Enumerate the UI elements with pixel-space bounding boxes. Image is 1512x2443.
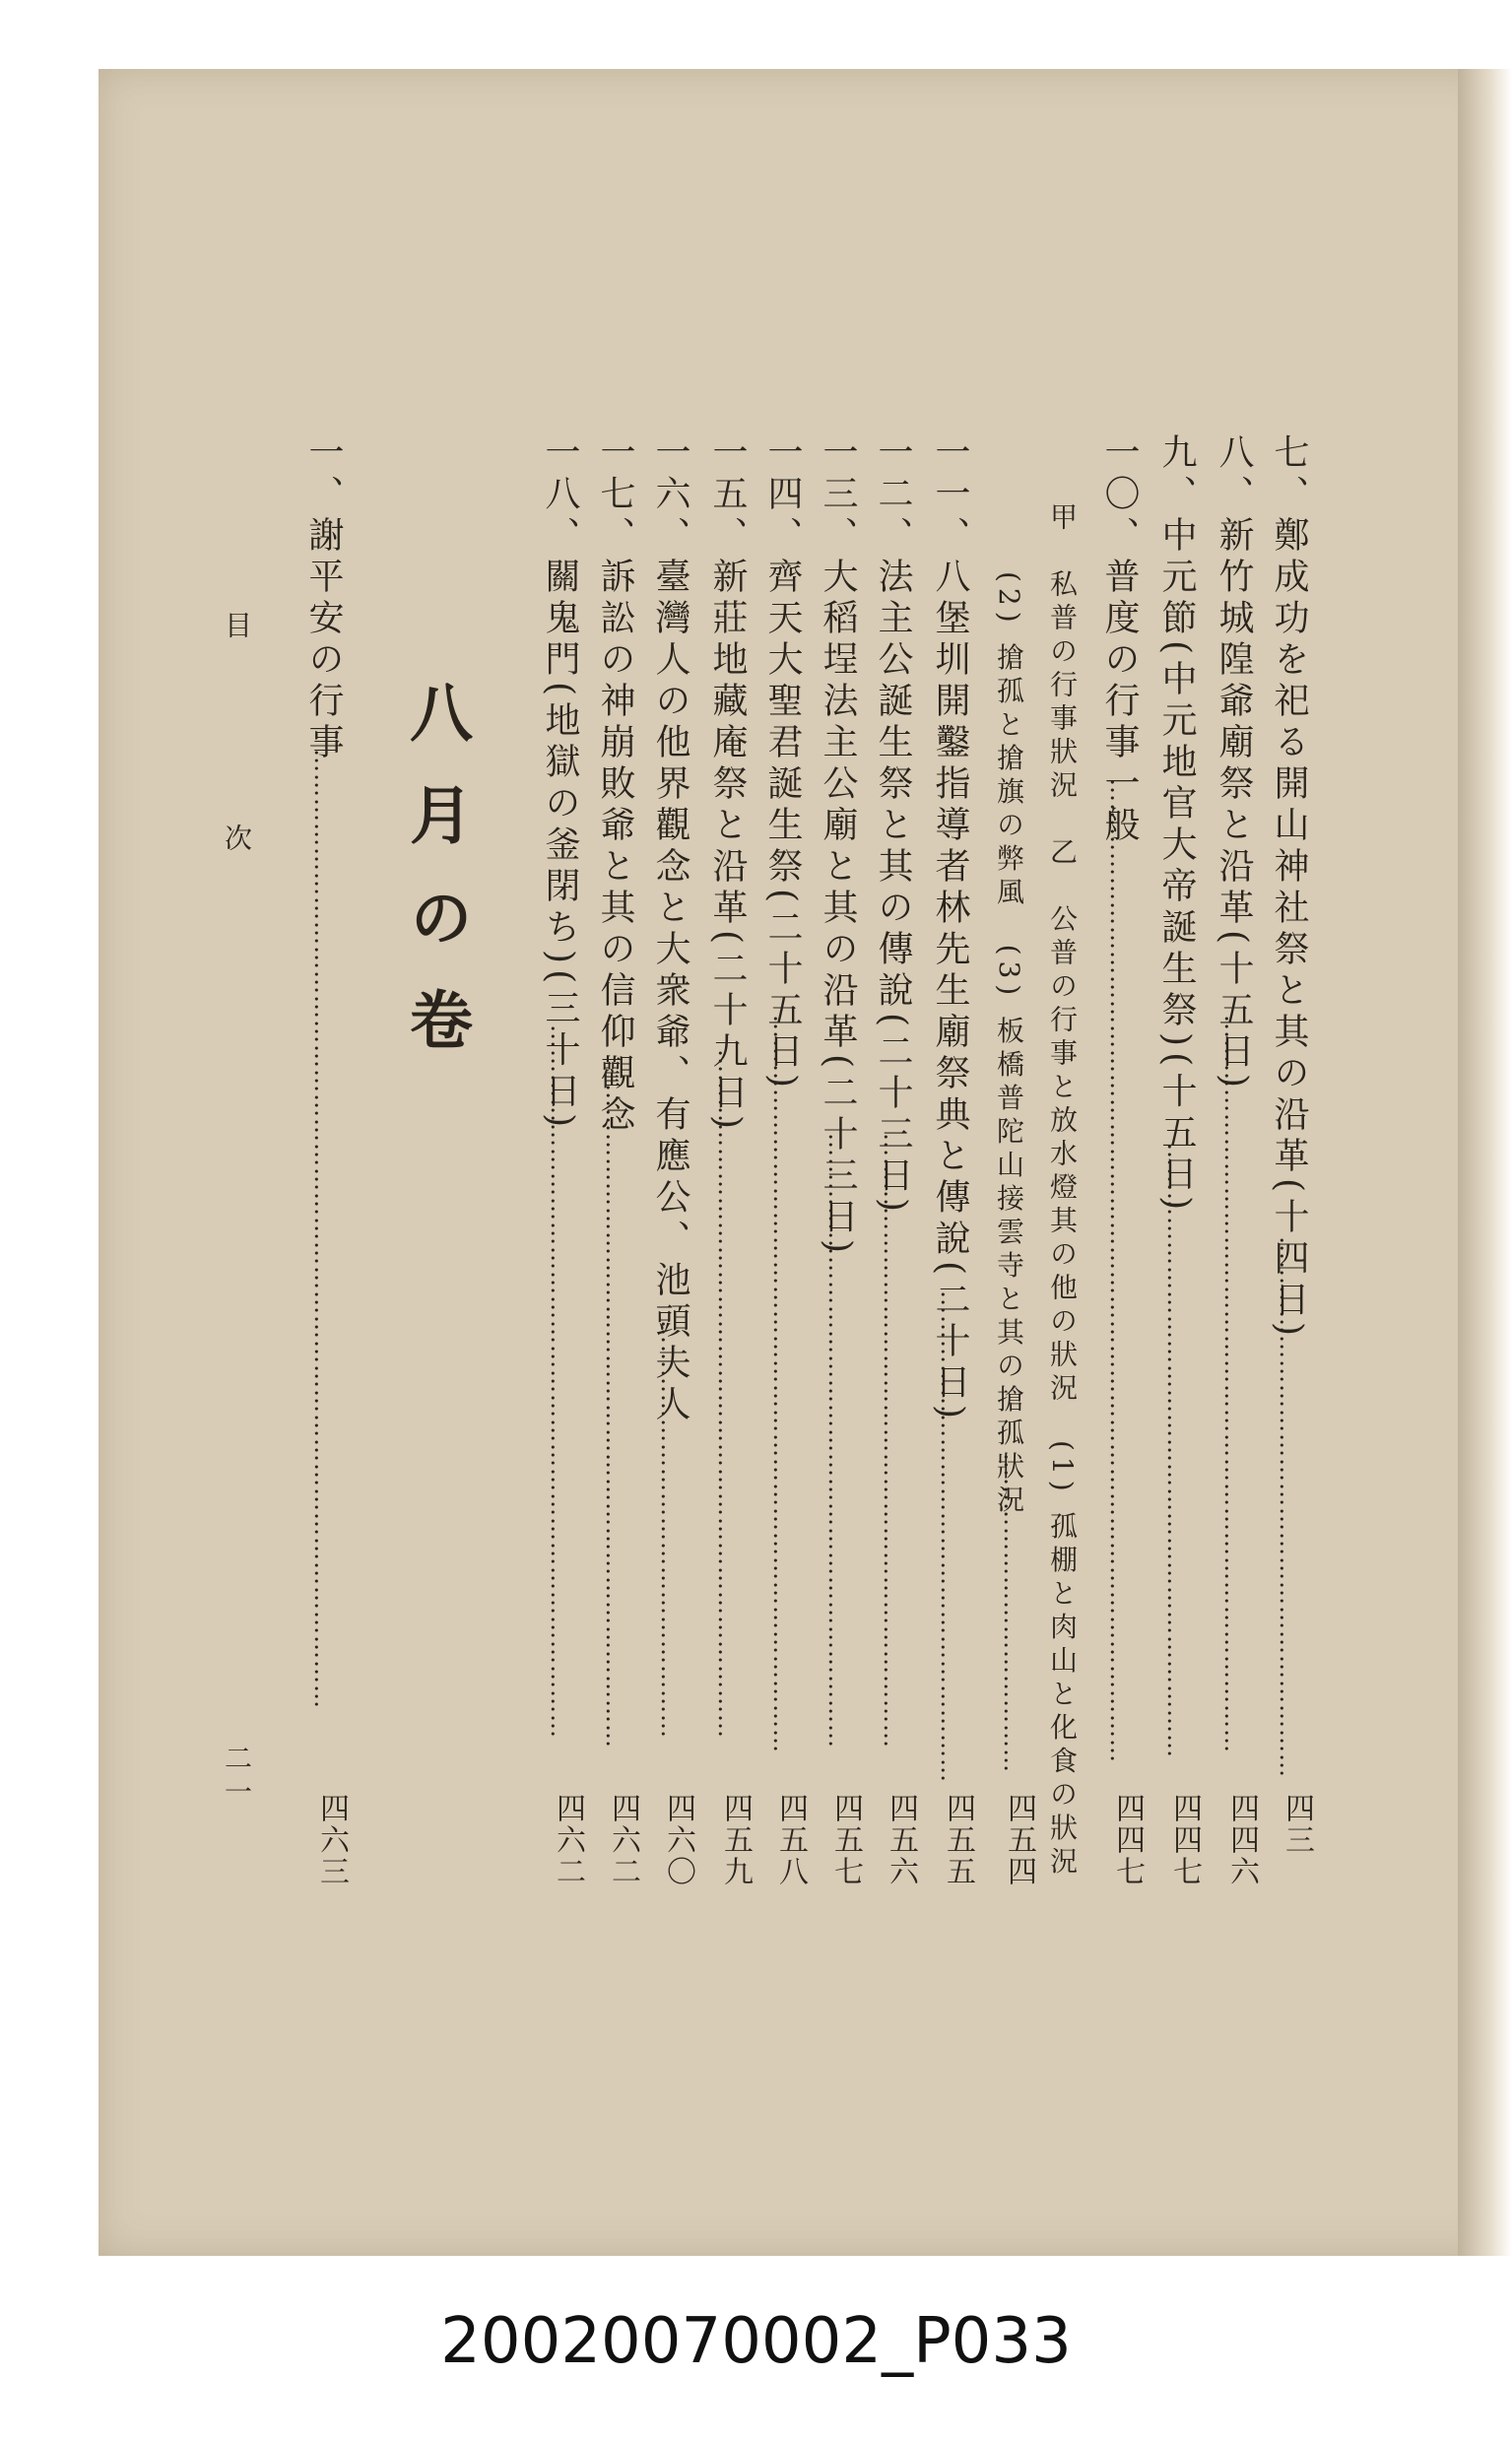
dot-leader: …………………………………………………………………: [1162, 1143, 1190, 1758]
entry-number: 七、: [1269, 433, 1309, 516]
page-number: 四六二: [606, 1793, 640, 1887]
entry-title: 齊天大聖君誕生祭(二十五日): [762, 558, 803, 1094]
page-number: 四五八: [773, 1793, 808, 1887]
toc-entry: [762, 433, 803, 1094]
sub-line: (2) 搶孤と搶旗の弊風 (3) 板橋普陀山接雲寺と其の搶孤狀況: [993, 571, 1025, 1519]
page-number: 四五九: [718, 1793, 753, 1887]
header-page-number: 二一: [221, 1744, 253, 1811]
entry-number: 一四、: [762, 433, 803, 558]
page-number: 四五七: [828, 1793, 863, 1887]
dot-leader: …………………………………………………………………: [879, 1133, 906, 1749]
page-number: 四六二: [551, 1793, 585, 1887]
page-number: 四四七: [1167, 1793, 1202, 1887]
entry-number: 九、: [1156, 433, 1197, 516]
dot-leader: …………………………………………………………………………………………………………: [1105, 778, 1133, 1763]
page-number: 四六〇: [661, 1793, 695, 1887]
entry-number: 一一、: [930, 433, 970, 558]
toc-entry: [1269, 433, 1309, 1343]
entry-number: 一七、: [595, 433, 635, 558]
toc-entry: [303, 433, 344, 764]
page-number: 四五六: [884, 1793, 918, 1887]
toc-entry: [1156, 433, 1197, 1217]
entry-number: 八、: [1214, 433, 1254, 516]
toc-entry: [595, 433, 635, 1137]
entry-number: 一八、: [540, 433, 580, 558]
dot-leader: ………………………………………………………………………: [601, 1084, 628, 1749]
entry-number: 一六、: [650, 433, 690, 558]
entry-title: 普度の行事一般: [1099, 558, 1140, 847]
dot-leader: …………………………………………………………: [1275, 1236, 1302, 1778]
section-heading: 八月の卷: [399, 680, 473, 1089]
page-number: 四六三: [314, 1793, 349, 1887]
entry-title: 關鬼門(地獄の釜閉ち)(三十日): [540, 558, 580, 1134]
page-number: 四五四: [1002, 1793, 1036, 1887]
page-number: 四四七: [1110, 1793, 1145, 1887]
entry-title: 新莊地藏庵祭と沿革(二十九日): [707, 558, 748, 1136]
dot-leader: ……………………………………………………: [936, 1290, 963, 1783]
toc-entry: [707, 433, 748, 1136]
sub-line: 甲 私普の行事狀況 乙 公普の行事と放水燈其の他の狀況 (1) 孤棚と肉山と化食の狀況: [1046, 502, 1079, 1881]
dot-leader: …………………………………………………………………………: [713, 1049, 741, 1739]
entry-title: 大稻埕法主公廟と其の沿革(二十三日): [818, 558, 858, 1260]
page-number: 四四六: [1224, 1793, 1259, 1887]
page-number: 四三: [1280, 1793, 1314, 1856]
toc-entry: [930, 433, 970, 1425]
entry-number: 一二、: [873, 433, 913, 558]
page-number: 四五五: [941, 1793, 975, 1887]
entry-title: 八堡圳開鑿指導者林先生廟祭典と傳說(二十日): [930, 558, 970, 1425]
dot-leader: ……………………………………………………………………………: [546, 1024, 573, 1739]
dot-leader: …………………………………: [999, 1453, 1026, 1773]
entry-title: 新竹城隍爺廟祭と沿革(十五日): [1214, 516, 1254, 1094]
entry-title: 鄭成功を祀る開山神社祭と其の沿革(十四日): [1269, 516, 1309, 1343]
toc-entry: [652, 433, 688, 1426]
entry-title: 訴訟の神崩敗爺と其の信仰觀念: [595, 558, 635, 1137]
entry-number: 一三、: [818, 433, 858, 558]
dot-leader: …………………………………………………………………: [823, 1133, 851, 1749]
entry-title: 臺灣人の他界觀念と大衆爺、有應公、池頭夫人: [650, 558, 690, 1426]
dot-leader: ………………………………………………………………………………: [768, 1015, 796, 1753]
entry-number: 一、: [303, 433, 344, 516]
header-label: 目 次: [221, 611, 253, 930]
image-caption: 20020070002_P033: [440, 2305, 1072, 2378]
entry-number: 一〇、: [1099, 433, 1140, 558]
entry-title: 法主公誕生祭と其の傳說(二十三日): [873, 558, 913, 1219]
entry-title: 謝平安の行事: [303, 516, 344, 764]
dot-leader: ……………………………………………: [656, 1320, 684, 1739]
dot-leader: ………………………………………………………………………………: [1219, 1015, 1247, 1753]
dot-leader: ………………………………………………………………………………………………………: [309, 749, 337, 1709]
toc-entry: [873, 433, 913, 1219]
page-edge: [1458, 69, 1512, 2256]
entry-number: 一五、: [707, 433, 748, 558]
entry-title: 中元節(中元地官大帝誕生祭)(十五日): [1156, 516, 1197, 1217]
toc-entry: [1214, 433, 1254, 1094]
